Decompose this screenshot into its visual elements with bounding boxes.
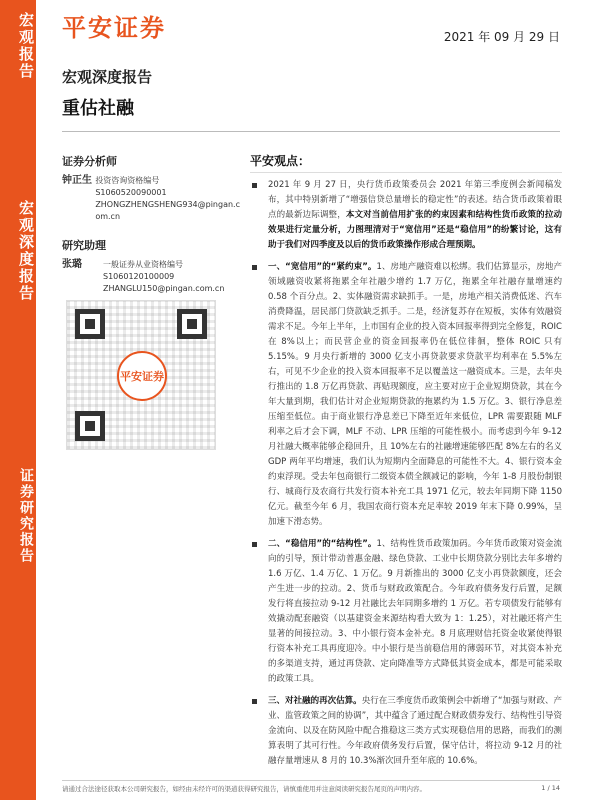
paragraph-lead: 三、对社融的再次估算。 [268,696,362,706]
qr-logo-badge: 平安证券 [117,351,167,401]
paragraph-text: 1、房地产融资难以松绑。我们估算显示，房地产领域融资收紧将拖累全年社融少增约 1.7 万亿，拖累全年社融存量增速约 0.58 个百分点。2、实体融资需求缺抓手。一是，房地产相关消费低迷、汽车消费降温，居民部门贷款缺乏抓手。二是，经济复苏存在短板，实体有效融资需求不足。今年上半年，上市国有企业的投入资本回报率得到完全修复，ROIC 在 8%以上；而民营企业的资金回报率仍在低位徘徊，整体 ROIC 只有 5.15%。9 月央行新增的 3000 亿支小再贷款要求贷款平均利率在 5.5%左右，可见不少企业的投入资本回报率不足以覆盖这一融资成本。三是，去年央行推出的 1.8 万亿再贷款、再贴现额度，应主要对应于企业短期贷款，其在今年大量到期，我们估计对企业短期贷款的拖累约为 1.5 万亿。3、银行净息差压缩至低位。由于商业银行净息差已下降至近年来低位，LPR 需要跟随 MLF 利率之后才会下调，MLF 不动、LPR 压缩的可能性极小。而考虑到今年 9-12 月社融大概率能够企稳回升，且 10%左右的社融增速能够匹配 8%左右的名义 GDP 两年平均增速，我们认为短期内全面降息的可能性不大。4、银行资本金约束浮现。受去年包商银行二级资本债全额减记的影响，今年 1-8 月股份制银行、城商行及农商行共发行资本补充工具 1971 亿元，较去年同期下降 1150 亿元。截至今年 6 月，我国农商行资本充足率较 2019 年末下降 0.99%，呈加速下滑态势。 [268,262,562,527]
paragraph-text: 2021 年 9 月 27 日，央行货币政策委员会 2021 年第三季度例会新闻稿发布，其中特别新增了“增强信贷总量增长的稳定性”的表述。结合货币政策着眼点的最新边际调整， [268,180,562,220]
qr-finder-icon [75,309,105,339]
qr-finder-icon [75,411,105,441]
bullet-icon [252,699,257,704]
viewpoint-title: 平安观点： [250,154,311,168]
assistant-email[interactable]: ZHANGLU150@pingan.com.cn [103,284,225,293]
paragraph-bold: 本文对当前信用扩张的约束因素和结构性货币政策的拉动效果进行定量分析，力图理清对于“宽信用”还是“稳信用”的纷繁讨论，这有助于我们对四季度及以后的货币政策操作形成合理预期。 [268,210,562,250]
sidebar-band [0,0,36,800]
viewpoint-paragraph [250,537,562,687]
assistant-name: 张璐 [62,259,82,270]
paragraph-text: 1、结构性货币政策加码。今年货币政策对资金流向的引导，预计带动普惠金融、绿色贷款、工业中长期贷款分别比去年多增约 1.6 万亿、1.4 万亿、1 万亿。9 月新推出的 3000 亿支小再贷款额度，还会产生进一步的拉动。2、货币与财政政策配合。今年政府债务发行后置，足额发行将直接拉动 9-12 月社融比去年同期多增约 1 万亿。若专项债发行能够有效撬动配套融资（以基建资金来源结构看大致为 1：1.25），对社融还将产生显著的间接拉动。3、中小银行资本金补充。8 月底理财信托资金收紧使得银行资本补充工具再度迎冷。中小银行是当前稳信用的薄弱环节，对其资本补充的多渠道支持，通过再贷款、定向降准等方式降低其资金成本，都是可能采取的政策工具。 [268,539,562,684]
analyst-email[interactable]: ZHONGZHENGSHENG934@pingan.c [95,200,240,209]
analyst-email-cont[interactable]: om.cn [95,212,121,221]
report-type: 宏观深度报告 [62,68,153,86]
paragraph-lead: 一、“宽信用”的“紧约束”。 [268,262,377,272]
footer-disclaimer: 请通过合法途径获取本公司研究报告，如经由未经许可的渠道获得研究报告，请慎重使用并注意阅读研究报告尾页的声明内容。 [62,785,426,793]
analyst-cert-label: 投资咨询资格编号 [95,176,160,185]
assistant-cert-label: 一般证券从业资格编号 [103,260,183,269]
page-footer [62,780,560,793]
paragraph-text: 央行在三季度货币政策例会中新增了“加强与财政、产业、监管政策之间的协调”，其中蕴含了通过配合财政债券发行、结构性引导资金流向、以及在防风险中配合推稳这三类方式实现稳信用的思路，而我们的测算表明了其可行性。今年政府债务发行后置，保守估计，将拉动 9-12 月的社融存量增速从 8 月的 10.3%渐次回升至年底的 10.6%。 [268,696,563,766]
viewpoint-panel [250,152,562,776]
assistant-section-label: 研究助理 [62,239,106,252]
qr-finder-icon [177,309,207,339]
bullet-icon [252,183,257,188]
viewpoint-paragraph [250,260,562,530]
sidebar-label-macro: 宏观报告 [17,12,35,80]
analyst-entry [62,175,240,223]
viewpoint-paragraph [250,694,562,769]
report-date: 2021 年 09 月 29 日 [443,30,560,44]
bullet-icon [252,542,257,547]
author-panel [62,153,240,295]
sidebar-label-report-type: 宏观深度报告 [17,200,35,302]
header-divider [62,131,560,132]
analyst-name: 钟正生 [62,175,92,186]
qr-code-icon[interactable] [66,300,216,450]
assistant-entry [62,259,240,295]
paragraph-lead: 二、“稳信用”的“结构性”。 [268,539,377,549]
bullet-icon [252,265,257,270]
assistant-cert-number: S1060120100009 [103,272,175,281]
viewpoint-paragraph [250,178,562,253]
page-number: 1 / 14 [541,784,560,792]
analyst-cert-number: S1060520090001 [95,188,167,197]
analyst-section-label: 证券分析师 [62,155,117,168]
brand-logo: 平安证券 [62,14,166,42]
sidebar-label-research: 证券研究报告 [18,468,34,564]
viewpoint-divider [250,172,562,173]
report-title: 重估社融 [62,98,134,119]
